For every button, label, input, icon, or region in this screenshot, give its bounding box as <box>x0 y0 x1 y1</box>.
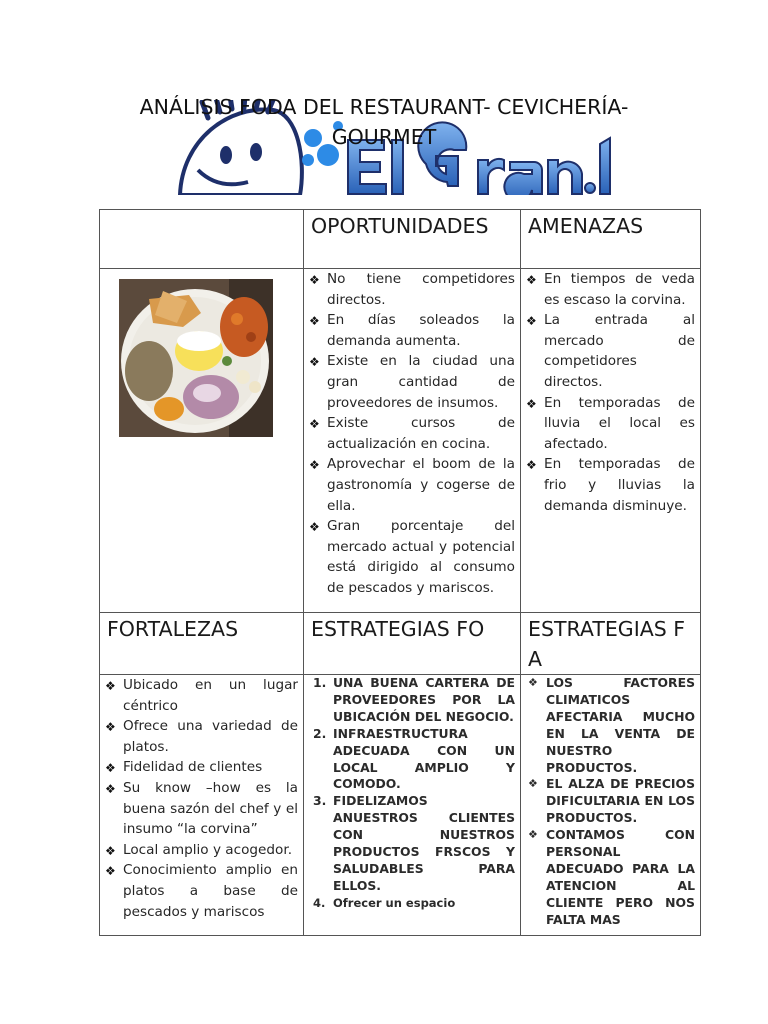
threats-header: AMENAZAS <box>521 210 701 269</box>
diamond-bullet-icon: ❖ <box>309 458 320 473</box>
diamond-bullet-icon: ❖ <box>105 761 116 776</box>
diamond-bullet-icon: ❖ <box>526 458 537 473</box>
list-item: 1. UNA BUENA CARTERA DE PROVEEDORES POR LA UBICACIÓN DEL NEGOCIO. <box>313 675 515 724</box>
diamond-bullet-icon: ❖ <box>105 864 116 879</box>
list-item: ❖ No tiene competidores directos. <box>309 271 515 308</box>
diamond-bullet-icon: ❖ <box>105 720 116 735</box>
opportunities-header: OPORTUNIDADES <box>304 210 521 269</box>
diamond-bullet-icon: ❖ <box>526 314 537 329</box>
diamond-bullet-icon: ❖ <box>528 777 538 791</box>
fo-strategies-list <box>309 675 515 912</box>
diamond-bullet-icon: ❖ <box>309 520 320 535</box>
foda-table <box>99 209 701 936</box>
diamond-bullet-icon: ❖ <box>105 781 116 796</box>
opportunities-list <box>309 269 515 599</box>
list-item: 4. Ofrecer un espacio <box>313 895 456 910</box>
strengths-list <box>105 675 298 922</box>
diamond-bullet-icon: ❖ <box>309 273 320 287</box>
list-item: ❖ La entrada al mercado de competidores directos. <box>526 312 695 390</box>
list-item: ❖ Aprovechar el boom de la gastronomía y cogerse de ella. <box>309 456 515 514</box>
list-item: ❖ Su know –how es la buena sazón del chef y el insumo “la corvina” <box>105 779 298 838</box>
list-item: 3. FIDELIZAMOS ANUESTROS CLIENTES CON NUESTROS PRODUCTOS FRSCOS Y SALUDABLES PARA ELLOS. <box>313 793 515 893</box>
fa-strategies-header: ESTRATEGIAS FA <box>521 613 701 675</box>
list-item: ❖ Conocimiento amplio en platos a base de pescados y mariscos <box>105 862 298 920</box>
list-item: ❖ Ofrece una variedad de platos. <box>105 718 298 755</box>
empty-header-cell <box>100 210 304 269</box>
fa-strategies-list <box>526 675 695 929</box>
fo-strategies-header: ESTRATEGIAS FO <box>304 613 521 675</box>
fa-strategies-cell <box>521 675 701 936</box>
diamond-bullet-icon: ❖ <box>309 314 320 329</box>
list-item: ❖ En tiempos de veda es escaso la corvina. <box>526 271 695 308</box>
diamond-bullet-icon: ❖ <box>309 417 320 432</box>
threats-cell <box>521 269 701 613</box>
diamond-bullet-icon: ❖ <box>105 679 116 693</box>
document-title: ANÁLISIS FODA DEL RESTAURANT- CEVICHERÍA-GOURMET <box>139 95 629 149</box>
diamond-bullet-icon: ❖ <box>526 396 537 411</box>
list-item: ❖ EL ALZA DE PRECIOS DIFICULTARIA EN LOS PRODUCTOS. <box>528 776 695 826</box>
threats-list <box>526 269 695 516</box>
fo-strategies-cell <box>304 675 521 936</box>
strengths-cell <box>100 675 304 936</box>
diamond-bullet-icon: ❖ <box>105 843 116 858</box>
diamond-bullet-icon: ❖ <box>528 676 538 689</box>
diamond-bullet-icon: ❖ <box>528 828 538 842</box>
list-item: ❖ Fidelidad de clientes <box>105 757 298 778</box>
list-item: ❖ En temporadas de lluvia el local es afectado. <box>526 394 695 452</box>
list-item: ❖ Local amplio y acogedor. <box>105 840 298 861</box>
list-item: ❖ CONTAMOS CON PERSONAL ADECUADO PARA LA ATENCION AL CLIENTE PERO NOS FALTA MAS <box>528 827 695 927</box>
list-item: ❖ Existe en la ciudad una gran cantidad de proveedores de insumos. <box>309 353 515 411</box>
diamond-bullet-icon: ❖ <box>309 355 320 370</box>
list-item: ❖ Ubicado en un lugar céntrico <box>105 677 298 714</box>
list-item: ❖ En temporadas de frio y lluvias la demanda disminuye. <box>526 456 695 514</box>
diamond-bullet-icon: ❖ <box>526 273 537 287</box>
list-item: ❖ LOS FACTORES CLIMATICOS AFECTARIA MUCHO EN LA VENTA DE NUESTRO PRODUCTOS. <box>528 675 695 775</box>
food-photo-cell <box>100 269 304 613</box>
list-item: ❖ Gran porcentaje del mercado actual y potencial está dirigido al consumo de pescados y mariscos. <box>309 518 515 596</box>
list-item: 2. INFRAESTRUCTURA ADECUADA CON UN LOCAL AMPLIO Y COMODO. <box>313 725 515 792</box>
ceviche-plate-photo <box>119 279 273 437</box>
list-item: ❖ En días soleados la demanda aumenta. <box>309 312 515 349</box>
opportunities-cell <box>304 269 521 613</box>
list-item: ❖ Existe cursos de actualización en cocina. <box>309 415 515 452</box>
strengths-header: FORTALEZAS <box>100 613 304 675</box>
